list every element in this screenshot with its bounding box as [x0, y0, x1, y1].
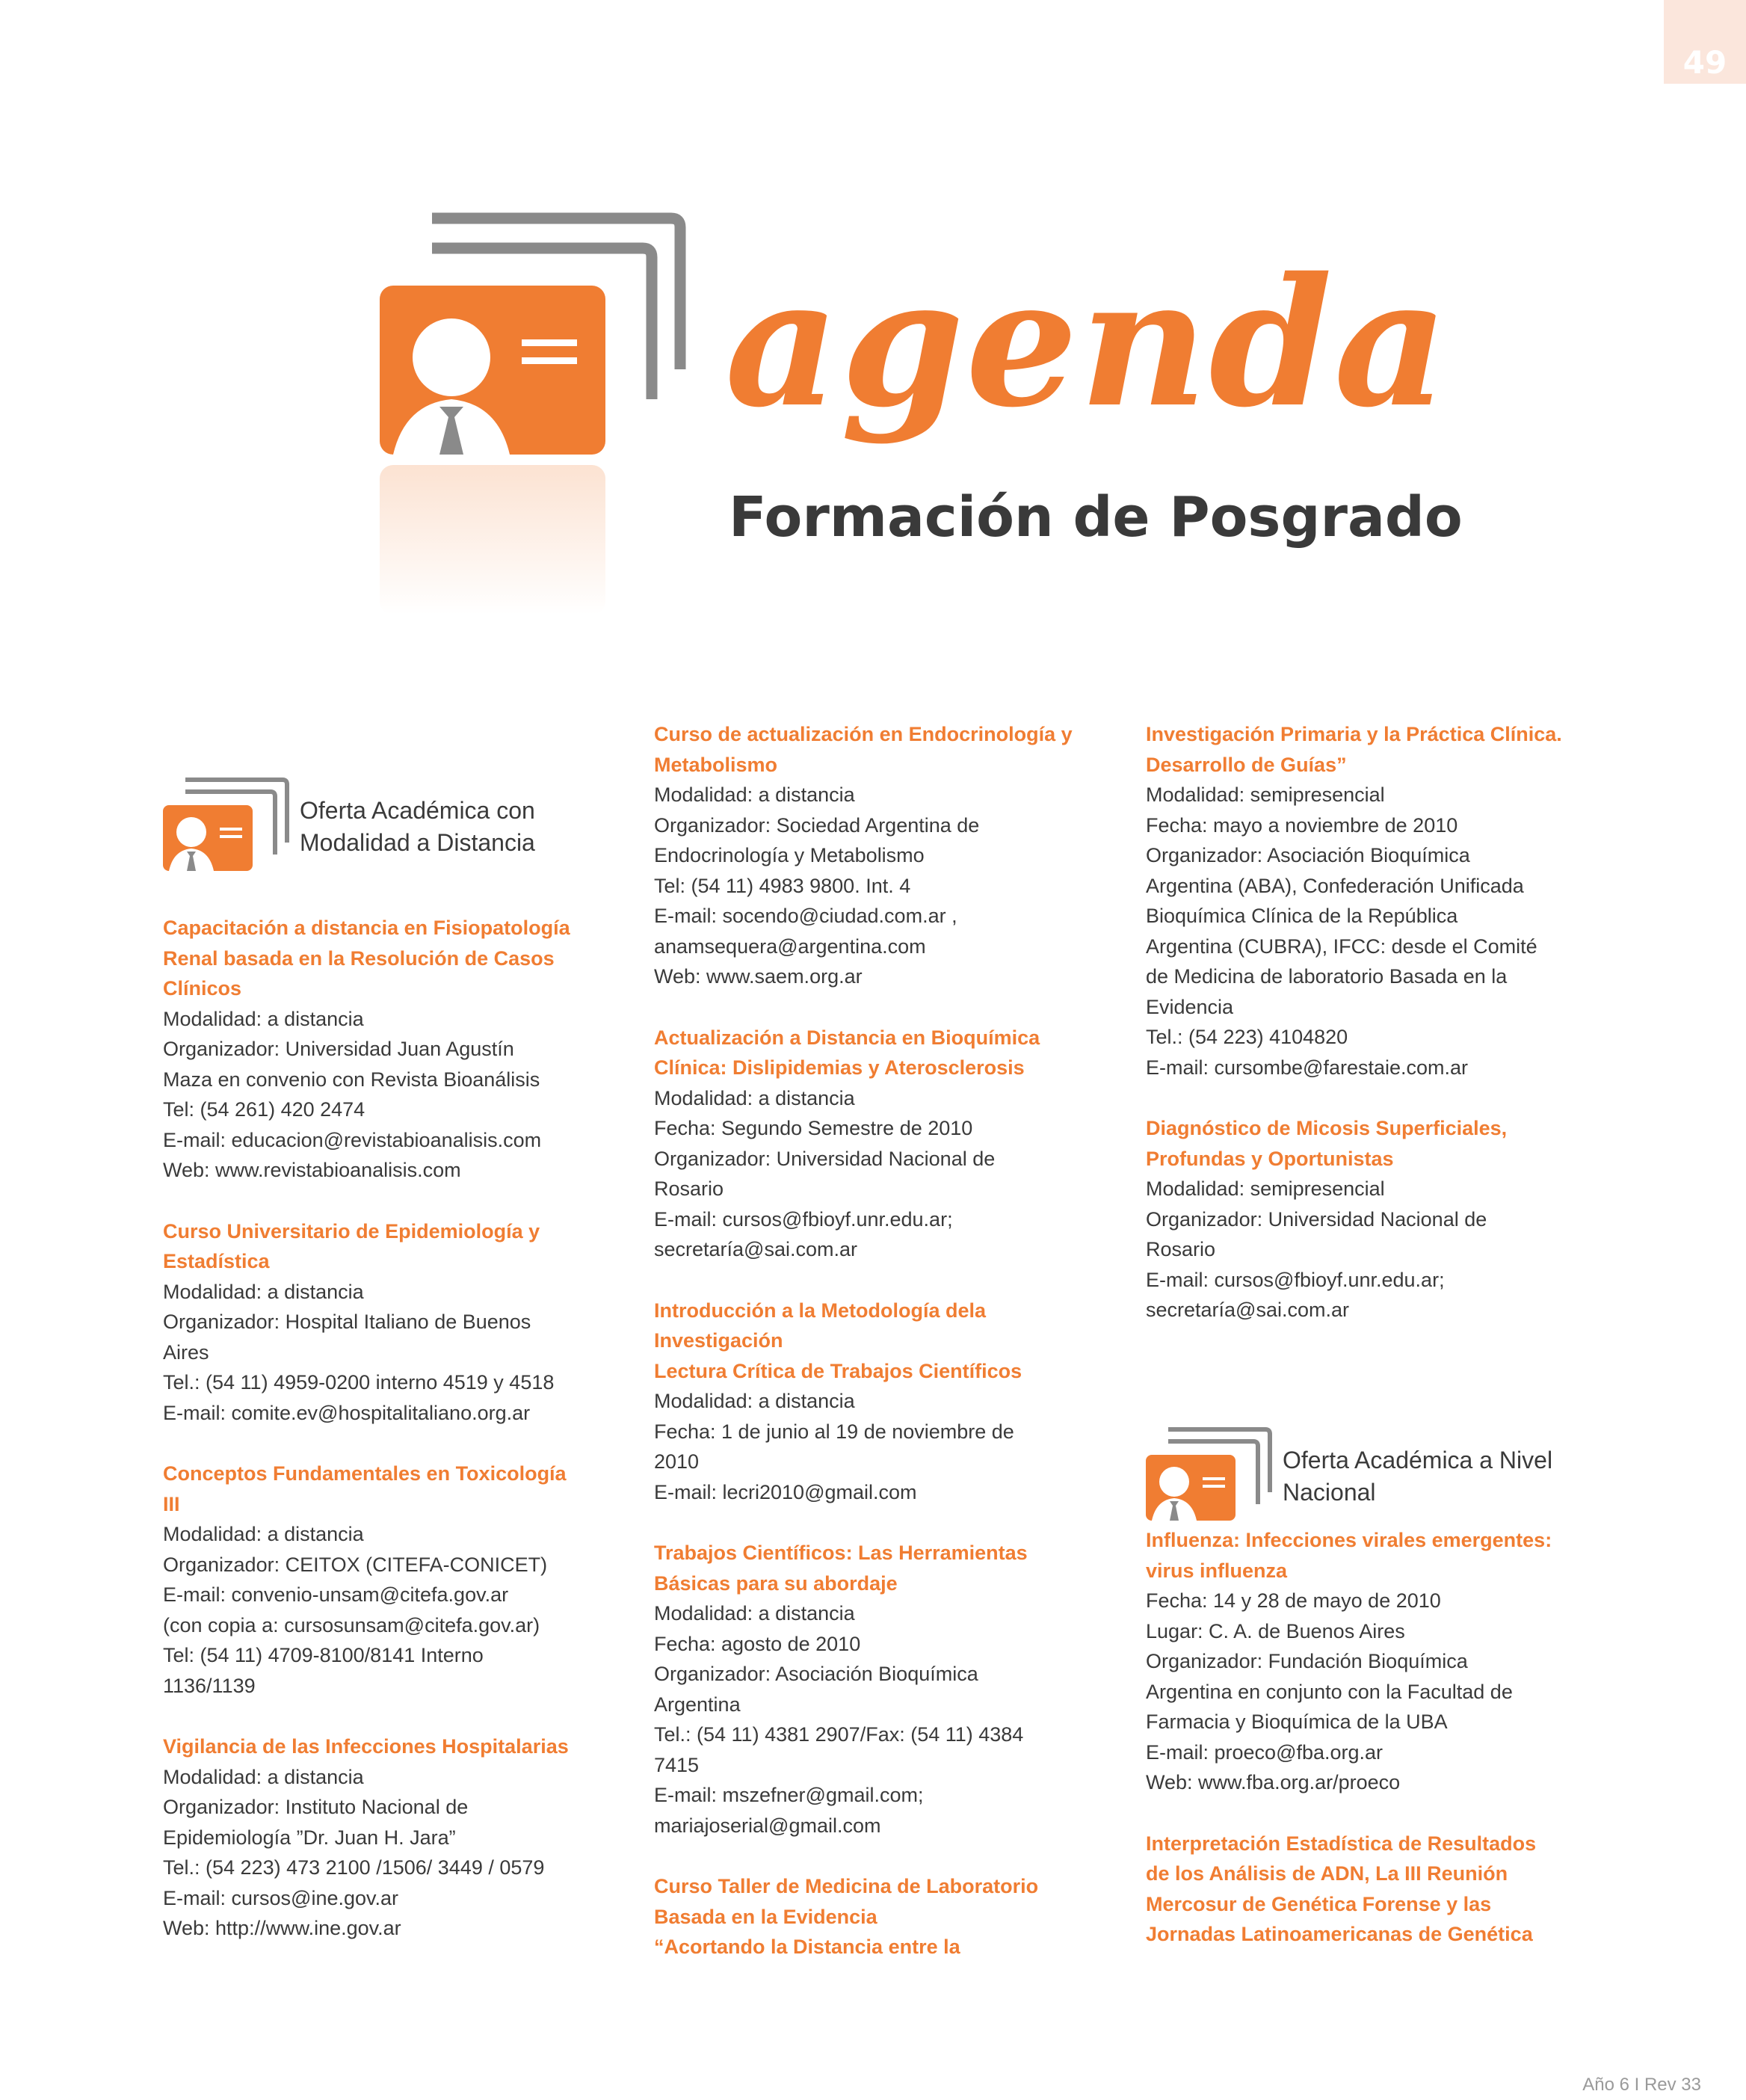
course-detail: Argentina	[654, 1693, 741, 1716]
course-detail: mariajoserial@gmail.com	[654, 1814, 881, 1837]
course-detail: (con copia a: cursosunsam@citefa.gov.ar)	[163, 1613, 540, 1636]
course-detail: E-mail: cursos@fbioyf.unr.edu.ar;	[1146, 1268, 1445, 1291]
course-detail: 2010	[654, 1450, 700, 1473]
course-detail: Argentina en conjunto con la Facultad de	[1146, 1680, 1513, 1703]
course-detail: secretaría@sai.com.ar	[1146, 1299, 1349, 1321]
course-detail: Fecha: Segundo Semestre de 2010	[654, 1117, 973, 1139]
course-entry	[163, 1459, 626, 1701]
course-detail: de Medicina de laboratorio Basada en la	[1146, 965, 1508, 988]
course-title: Curso Taller de Medicina de Laboratorio Basada en la Evidencia “Acortando la Distancia entre la	[654, 1875, 1039, 1958]
course-title: Actualización a Distancia en Bioquímica Clínica: Dislipidemias y Aterosclerosis	[654, 1026, 1040, 1079]
course-title: Diagnóstico de Micosis Superficiales, Profundas y Oportunistas	[1146, 1117, 1508, 1170]
course-detail: Epidemiología ”Dr. Juan H. Jara”	[163, 1826, 456, 1849]
course-entry	[163, 1731, 626, 1944]
course-detail: Argentina (CUBRA), IFCC: desde el Comité	[1146, 934, 1537, 958]
page-number: 49	[1682, 44, 1727, 81]
course-detail: Tel.: (54 11) 4959-0200 interno 4519 y 4518	[163, 1371, 555, 1394]
column-3-national	[1146, 1423, 1609, 1980]
course-detail: Aires	[163, 1340, 209, 1364]
course-entry	[163, 1216, 626, 1429]
course-detail: anamsequera@argentina.com	[654, 934, 926, 958]
course-detail: Maza en convenio con Revista Bioanálisis	[163, 1068, 540, 1091]
course-detail: Tel.: (54 223) 4104820	[1146, 1026, 1348, 1048]
course-detail: Evidencia	[1146, 995, 1234, 1018]
course-detail: Organizador: Asociación Bioquímica	[654, 1663, 978, 1685]
course-detail: Modalidad: a distancia	[163, 1007, 364, 1030]
course-title: Curso de actualización en Endocrinología y Metabolismo	[654, 723, 1073, 776]
section-header-distance	[163, 774, 626, 875]
course-title: Conceptos Fundamentales en Toxicología III	[163, 1462, 567, 1515]
course-entry	[163, 913, 626, 1186]
course-detail: Tel: (54 11) 4709-8100/8141 Interno	[163, 1644, 484, 1666]
course-detail: Bioquímica Clínica de la República	[1146, 905, 1458, 927]
academic-offer-icon	[1146, 1423, 1273, 1521]
course-detail: Web: www.fba.org.ar/proeco	[1146, 1771, 1401, 1793]
course-entry	[654, 1871, 1117, 1962]
course-detail: Modalidad: a distancia	[163, 1280, 364, 1303]
column-3	[1146, 719, 1609, 1356]
course-detail: E-mail: educacion@revistabioanalisis.com	[163, 1128, 542, 1151]
column-1	[163, 774, 626, 1974]
course-entry	[654, 1538, 1117, 1841]
course-detail: E-mail: proeco@fba.org.ar	[1146, 1740, 1383, 1764]
footer-issue: Año 6 I Rev 33	[1582, 2075, 1701, 2095]
course-entry	[654, 1023, 1117, 1265]
course-detail: E-mail: cursos@fbioyf.unr.edu.ar;	[654, 1207, 953, 1231]
course-detail: 1136/1139	[163, 1674, 256, 1697]
course-entry	[1146, 719, 1609, 1083]
course-detail: Organizador: CEITOX (CITEFA-CONICET)	[163, 1553, 548, 1576]
course-title: Trabajos Científicos: Las Herramientas Básicas para su abordaje	[654, 1542, 1028, 1595]
course-title: Interpretación Estadística de Resultados de los Análisis de ADN, La III Reunión Mercosur de Genética Forense y las Jornadas Latinoamericanas de Genética	[1146, 1832, 1537, 1945]
course-detail: Endocrinología y Metabolismo	[654, 844, 925, 866]
course-detail: secretaría@sai.com.ar	[654, 1238, 857, 1260]
column-2	[654, 719, 1117, 1993]
section-title: Oferta Académica a Nivel Nacional	[1283, 1447, 1553, 1506]
course-detail: E-mail: cursombe@farestaie.com.ar	[1146, 1056, 1469, 1079]
course-detail: Modalidad: a distancia	[654, 1602, 855, 1625]
course-entry	[1146, 1113, 1609, 1325]
course-detail: Argentina (ABA), Confederación Unificada	[1146, 874, 1524, 897]
course-title: Investigación Primaria y la Práctica Clínica. Desarrollo de Guías”	[1146, 723, 1562, 776]
course-detail: Web: www.saem.org.ar	[654, 965, 863, 988]
agenda-title: agenda	[725, 238, 1450, 446]
course-detail: E-mail: mszefner@gmail.com;	[654, 1784, 924, 1806]
course-detail: Rosario	[654, 1177, 724, 1200]
course-detail: Organizador: Universidad Nacional de	[654, 1147, 996, 1170]
course-detail: Modalidad: semipresencial	[1146, 1177, 1385, 1200]
course-detail: Fecha: 14 y 28 de mayo de 2010	[1146, 1589, 1441, 1612]
course-detail: Organizador: Universidad Nacional de	[1146, 1207, 1487, 1231]
course-detail: Organizador: Instituto Nacional de	[163, 1796, 469, 1818]
course-detail: Rosario	[1146, 1238, 1216, 1260]
course-detail: E-mail: convenio-unsam@citefa.gov.ar	[163, 1583, 509, 1606]
course-entry	[654, 719, 1117, 992]
course-detail: Lugar: C. A. de Buenos Aires	[1146, 1619, 1405, 1642]
course-detail: Modalidad: a distancia	[654, 783, 855, 806]
course-title: Introducción a la Metodología dela Investigación Lectura Crítica de Trabajos Científicos	[654, 1299, 1022, 1382]
course-detail: E-mail: cursos@ine.gov.ar	[163, 1886, 399, 1909]
course-detail: Modalidad: a distancia	[654, 1390, 855, 1412]
course-detail: Organizador: Asociación Bioquímica	[1146, 844, 1470, 866]
course-detail: Tel.: (54 11) 4381 2907/Fax: (54 11) 4384	[654, 1723, 1024, 1746]
course-detail: Organizador: Sociedad Argentina de	[654, 813, 980, 837]
course-detail: Modalidad: a distancia	[163, 1765, 364, 1788]
course-entry	[1146, 1829, 1609, 1950]
academic-offer-icon	[163, 774, 290, 871]
course-detail: Web: http://www.ine.gov.ar	[163, 1917, 401, 1939]
course-detail: 7415	[654, 1753, 700, 1776]
course-detail: Fecha: mayo a noviembre de 2010	[1146, 813, 1458, 837]
course-detail: Farmacia y Bioquímica de la UBA	[1146, 1711, 1448, 1733]
course-detail: Organizador: Hospital Italiano de Buenos	[163, 1311, 531, 1333]
section-title: Oferta Académica con Modalidad a Distancia	[300, 797, 535, 856]
course-detail: Web: www.revistabioanalisis.com	[163, 1159, 461, 1181]
course-detail: Modalidad: semipresencial	[1146, 783, 1385, 806]
course-entry	[654, 1296, 1117, 1508]
course-detail: Tel: (54 11) 4983 9800. Int. 4	[654, 874, 911, 897]
course-detail: Fecha: 1 de junio al 19 de noviembre de	[654, 1420, 1014, 1443]
course-detail: E-mail: socendo@ciudad.com.ar ,	[654, 905, 957, 927]
course-title: Vigilancia de las Infecciones Hospitalarias	[163, 1735, 569, 1758]
course-title: Curso Universitario de Epidemiología y Estadística	[163, 1219, 540, 1272]
course-entry	[1146, 1525, 1609, 1798]
section-header-national	[1146, 1423, 1609, 1525]
page-number-tab	[1664, 0, 1746, 84]
course-title: Influenza: Infecciones virales emergentes: virus influenza	[1146, 1529, 1552, 1582]
agenda-logo-icon	[380, 211, 694, 629]
course-detail: Modalidad: a distancia	[654, 1086, 855, 1109]
course-detail: Modalidad: a distancia	[163, 1523, 364, 1545]
course-detail: Organizador: Universidad Juan Agustín	[163, 1038, 514, 1060]
course-detail: Tel: (54 261) 420 2474	[163, 1098, 365, 1121]
course-title: Capacitación a distancia en Fisiopatología Renal basada en la Resolución de Casos Clínicos	[163, 917, 570, 1000]
course-detail: E-mail: lecri2010@gmail.com	[654, 1480, 917, 1503]
course-detail: E-mail: comite.ev@hospitalitaliano.org.ar	[163, 1401, 531, 1424]
course-detail: Tel.: (54 223) 473 2100 /1506/ 3449 / 0579	[163, 1856, 545, 1879]
course-detail: Fecha: agosto de 2010	[654, 1632, 861, 1655]
course-detail: Organizador: Fundación Bioquímica	[1146, 1650, 1468, 1672]
page-title: Formación de Posgrado	[729, 485, 1463, 549]
